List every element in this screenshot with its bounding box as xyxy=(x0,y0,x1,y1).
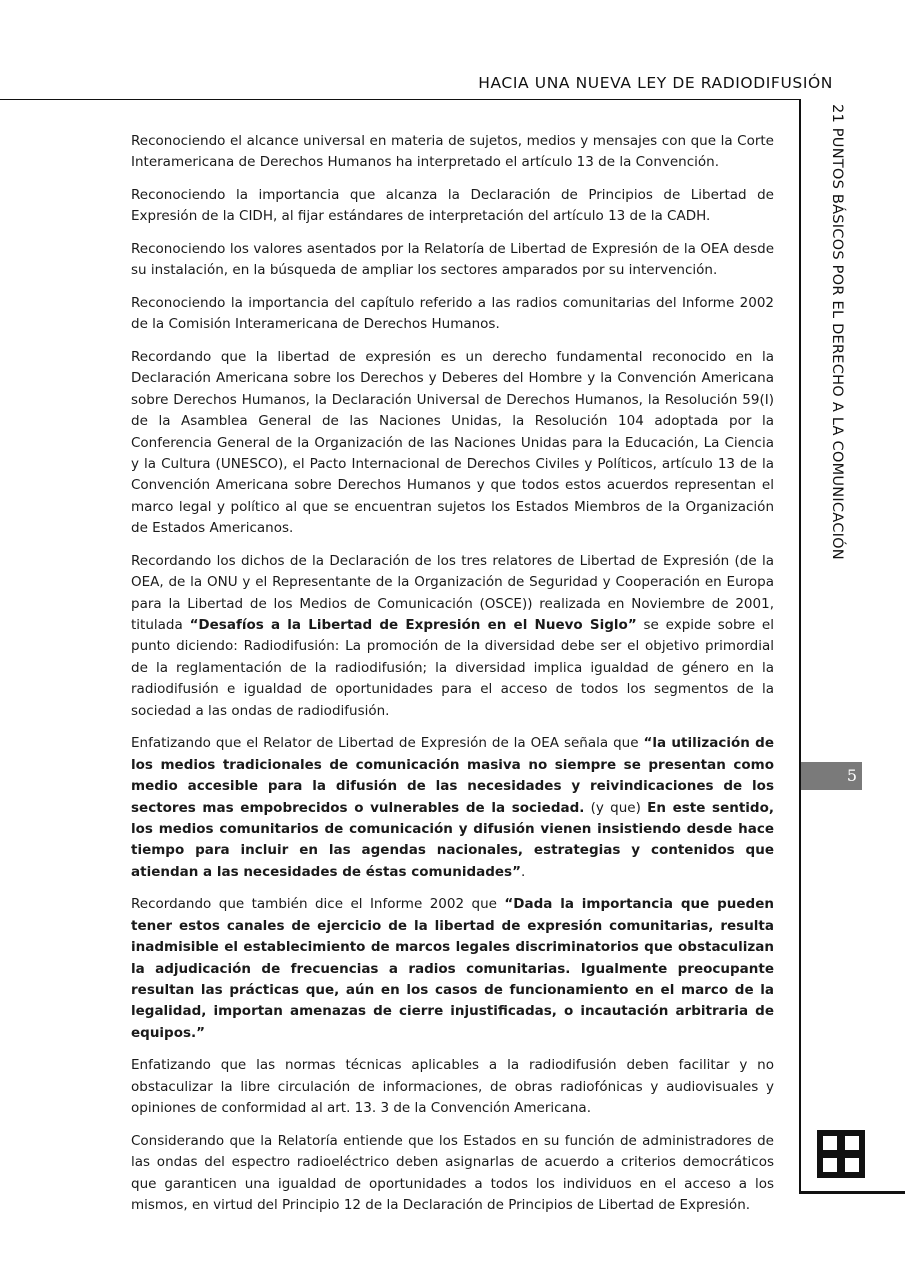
paragraph-6 xyxy=(131,551,774,722)
paragraph-4: Reconociendo la importancia del capítulo referido a las radios comunitarias del Informe 2002 de la Comisión Interamericana de Derechos Humanos. xyxy=(131,295,774,333)
paragraph-8-text: Recordando que también dice el Informe 2002 que xyxy=(131,896,505,913)
paragraph-6-text-cont: se expide sobre el punto diciendo: Radiodifusión: La promoción de la diversidad debe ser el objetivo primordial de la reglamentación de la radiodifusión; la diversidad implica igualdad de género en la radiodifusión e igualdad de oportunidades para el acceso de todos los segmentos de la sociedad a las ondas de radiodifusión. xyxy=(131,617,774,719)
paragraph-10: Considerando que la Relatoría entiende que los Estados en su función de administradores de las ondas del espectro radioeléctrico deben asignarlas de acuerdo a criterios democráticos que garanticen una igualdad de oportunidades a todos los individuos en el acceso a los mismos, en virtud del Principio 12 de la Declaración de Principios de Libertad de Expresión. xyxy=(131,1132,774,1213)
paragraph-7-quote-1: “la utilización de los medios tradicionales de comunicación masiva no siempre se presentan como medio accesible para la difusión de las necesidades y reivindicaciones de los sectores mas empobrecidos o vulnerables de la sociedad. xyxy=(131,735,774,816)
paragraph-2: Reconociendo la importancia que alcanza la Declaración de Principios de Libertad de Expresión de la CIDH, al fijar estándares de interpretación del artículo 13 de la CADH. xyxy=(131,187,774,225)
paragraph-7-text: Enfatizando que el Relator de Libertad de Expresión de la OEA señala que xyxy=(131,735,644,752)
paragraph-7-quote-2: En este sentido, los medios comunitarios de comunicación y difusión vienen insistiendo desde hace tiempo para incluir en las agendas nacionales, estrategias y contenidos que atiendan a las necesidades de éstas comunidades” xyxy=(131,799,774,880)
paragraph-5: Recordando que la libertad de expresión es un derecho fundamental reconocido en la Declaración Americana sobre los Derechos y Deberes del Hombre y la Convención Americana sobre Derechos Humanos, la Declaración Universal de Derechos Humanos, la Resolución 59(I) de la Asamblea General de las Naciones Unidas, la Resolución 104 adoptada por la Conferencia General de la Organización de las Naciones Unidas para la Educación, La Ciencia y la Cultura (UNESCO), el Pacto Internacional de Derechos Civiles y Políticos, artículo 13 de la Convención Americana sobre Derechos Humanos y que todos estos acuerdos representan el marco legal y político al que se encuentran sujetos los Estados Miembros de la Organización de Estados Americanos. xyxy=(131,349,774,537)
paragraph-7-connector: (y que) xyxy=(584,799,648,816)
paragraph-8-quote: “Dada la importancia que pueden tener estos canales de ejercicio de la libertad de expresión comunitarias, resulta inadmisible el establecimiento de marcos legales discriminatorios que obstaculizan la adjudicación de frecuencias a radios comunitarias. Igualmente preocupante resultan las prácticas que, aún en los casos de funcionamiento en el marco de la legalidad, importan amenazas de cierre injustificadas, o incautación arbitraria de equipos.” xyxy=(131,896,774,1041)
document-body xyxy=(131,131,774,1228)
running-header-title: HACIA UNA NUEVA LEY DE RADIODIFUSIÓN xyxy=(478,74,833,92)
margin-rule xyxy=(799,99,801,1193)
page-number: 5 xyxy=(846,766,857,785)
header-rule xyxy=(0,99,801,100)
paragraph-3: Reconociendo los valores asentados por la Relatoría de Libertad de Expresión de la OEA desde su instalación, en la búsqueda de ampliar los sectores amparados por su intervención. xyxy=(131,241,774,279)
paragraph-1: Reconociendo el alcance universal en materia de sujetos, medios y mensajes con que la Corte Interamericana de Derechos Humanos ha interpretado el artículo 13 de la Convención. xyxy=(131,133,774,171)
paragraph-8 xyxy=(131,894,774,1044)
vertical-section-title: 21 PUNTOS BÁSICOS POR EL DERECHO A LA COMUNICACIÓN xyxy=(829,104,846,560)
paragraph-7-end: . xyxy=(520,863,526,880)
paragraph-9: Enfatizando que las normas técnicas aplicables a la radiodifusión deben facilitar y no obstaculizar la libre circulación de informaciones, de obras radiofónicas y audiovisuales y opiniones de conformidad al art. 13. 3 de la Convención Americana. xyxy=(131,1057,774,1117)
page-number-tab xyxy=(801,762,862,790)
footer-rule xyxy=(799,1191,905,1194)
paragraph-7 xyxy=(131,733,774,883)
publisher-logo-icon xyxy=(817,1130,865,1178)
paragraph-6-text: Recordando los dichos de la Declaración de los tres relatores de Libertad de Expresión (de la OEA, de la ONU y el Representante de la Organización de Seguridad y Cooperación en Europa para la Libertad de los Medios de Comunicación (OSCE)) realizada en Noviembre de 2001, titulada xyxy=(131,552,774,634)
paragraph-6-quote-title: “Desafíos a la Libertad de Expresión en el Nuevo Siglo” xyxy=(189,617,637,634)
